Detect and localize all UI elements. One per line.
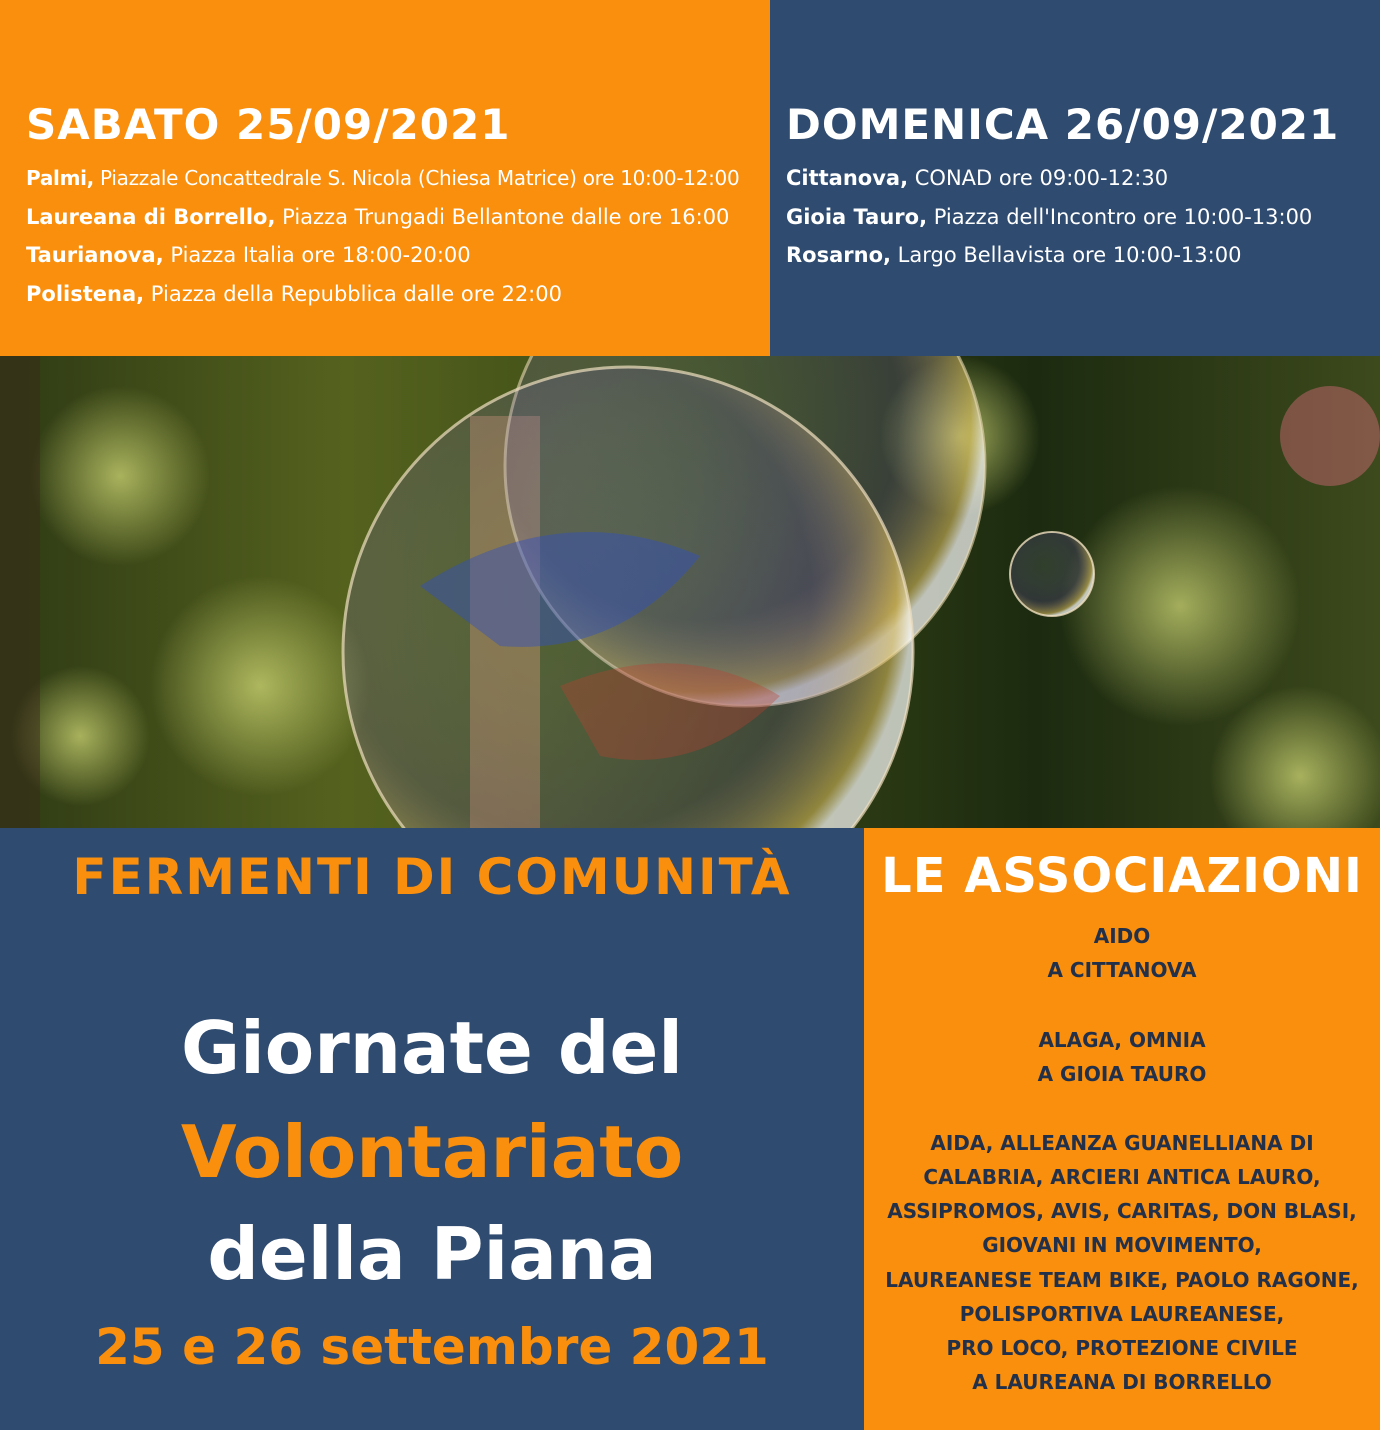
association-line: ASSIPROMOS, AVIS, CARITAS, DON BLASI, <box>887 1199 1357 1223</box>
sunday-event <box>786 159 1380 198</box>
event-details: Largo Bellavista ore 10:00-13:00 <box>897 243 1242 267</box>
event-details: Piazza dell'Incontro ore 10:00-13:00 <box>933 204 1313 229</box>
sunday-event <box>786 236 1380 275</box>
saturday-title: SABATO 25/09/2021 <box>26 100 511 149</box>
event-place: Gioia Tauro, <box>786 204 928 229</box>
saturday-panel <box>0 0 770 356</box>
saturday-event <box>26 275 770 314</box>
event-dates: 25 e 26 settembre 2021 <box>95 1318 769 1376</box>
saturday-event <box>26 159 770 198</box>
association-line: ALAGA, OMNIA <box>1038 1028 1206 1052</box>
main-title-panel <box>0 828 864 1430</box>
event-place: Taurianova, <box>26 243 164 267</box>
event-details: Piazzale Concattedrale S. Nicola (Chiesa Matrice) ore 10:00-12:00 <box>100 166 740 190</box>
associations-panel <box>864 828 1380 1430</box>
association-line: PRO LOCO, PROTEZIONE CIVILE <box>946 1336 1298 1360</box>
event-place: Cittanova, <box>786 166 909 190</box>
association-line: AIDA, ALLEANZA GUANELLIANA DI <box>930 1131 1314 1155</box>
headline-line-1: Giornate del <box>181 1006 683 1090</box>
association-line: AIDO <box>1093 924 1151 948</box>
event-details: Piazza Italia ore 18:00-20:00 <box>170 243 471 267</box>
bubbles-illustration <box>0 356 1380 828</box>
event-details: CONAD ore 09:00-12:30 <box>914 166 1169 190</box>
tagline: FERMENTI DI COMUNITÀ <box>72 848 792 906</box>
association-line: POLISPORTIVA LAUREANESE, <box>959 1302 1285 1326</box>
saturday-event <box>26 198 770 237</box>
associations-title: LE ASSOCIAZIONI <box>881 848 1363 904</box>
association-line: LAUREANESE TEAM BIKE, PAOLO RAGONE, <box>885 1268 1359 1292</box>
headline-line-2: Volontariato <box>180 1110 684 1194</box>
event-details: Piazza della Repubblica dalle ore 22:00 <box>150 281 562 306</box>
association-line: CALABRIA, ARCIERI ANTICA LAURO, <box>923 1165 1321 1189</box>
sunday-event <box>786 198 1380 237</box>
sunday-title: DOMENICA 26/09/2021 <box>786 100 1340 149</box>
saturday-event <box>26 236 770 275</box>
event-place: Polistena, <box>26 281 145 306</box>
event-place: Laureana di Borrello, <box>26 204 276 229</box>
soap-bubbles-photo <box>0 356 1380 828</box>
event-place: Palmi, <box>26 166 94 190</box>
headline-line-3: della Piana <box>207 1212 657 1296</box>
sunday-panel <box>770 0 1380 356</box>
association-line: A LAUREANA DI BORRELLO <box>972 1370 1272 1394</box>
event-details: Piazza Trungadi Bellantone dalle ore 16:00 <box>282 204 730 229</box>
association-line: A CITTANOVA <box>1047 958 1197 982</box>
association-line: GIOVANI IN MOVIMENTO, <box>982 1233 1262 1257</box>
event-place: Rosarno, <box>786 243 891 267</box>
association-line: A GIOIA TAURO <box>1037 1062 1207 1086</box>
